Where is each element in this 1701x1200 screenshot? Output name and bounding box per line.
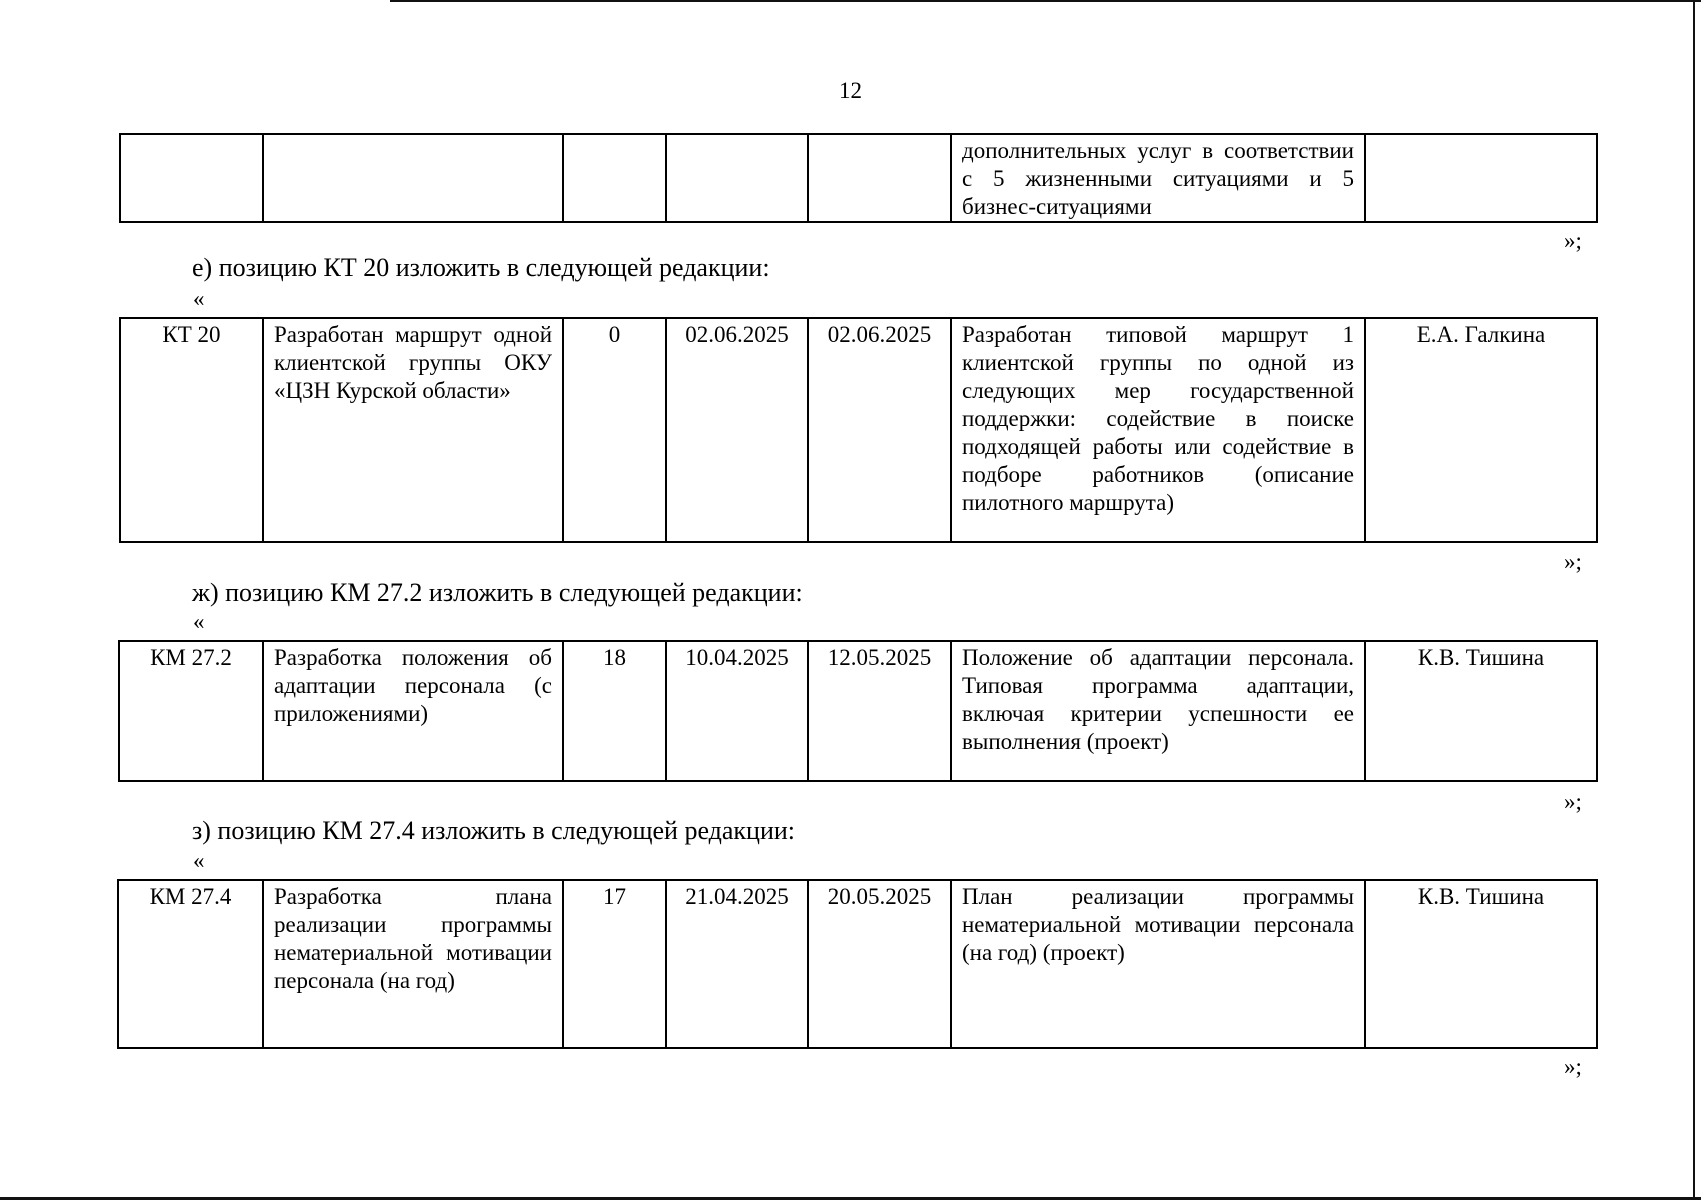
cell-responsible: К.В. Тишина [1365, 880, 1597, 1048]
table-row [118, 880, 1597, 1048]
cell-responsible: Е.А. Галкина [1365, 318, 1597, 542]
cell-start: 21.04.2025 [666, 880, 808, 1048]
closing-quote: »; [1564, 789, 1582, 814]
table-row [119, 641, 1597, 781]
cell-result: План реализации программы нематериальной мотивации персонала (на год) (проект) [951, 880, 1365, 1048]
closing-quote: »; [1564, 1054, 1582, 1079]
table-row [120, 318, 1597, 542]
opening-quote: « [193, 609, 205, 634]
cell-result: Положение об адаптации персонала. Типовая программа адаптации, включая критерии успешности ее выполнения (проект) [951, 641, 1365, 781]
table-kt20 [119, 317, 1598, 543]
cell-duration [563, 134, 666, 222]
page-number: 12 [839, 78, 862, 103]
cell-name: Разработка плана реализации программы нематериальной мотивации персонала (на год) [263, 880, 563, 1048]
page-top-edge [390, 0, 1701, 2]
cell-end: 12.05.2025 [808, 641, 951, 781]
cell-code [120, 134, 263, 222]
continuation-table [119, 133, 1598, 223]
cell-end: 20.05.2025 [808, 880, 951, 1048]
section-heading-km27-2: ж) позицию КМ 27.2 изложить в следующей редакции: [192, 578, 803, 607]
section-heading-kt20: е) позицию КТ 20 изложить в следующей редакции: [192, 253, 770, 282]
cell-code: КТ 20 [120, 318, 263, 542]
cell-duration: 17 [563, 880, 666, 1048]
cell-code: КМ 27.2 [119, 641, 263, 781]
cell-result: дополнительных услуг в соответствии с 5 жизненными ситуациями и 5 бизнес-ситуациями [951, 134, 1365, 222]
cell-start: 10.04.2025 [666, 641, 808, 781]
closing-quote: »; [1564, 549, 1582, 574]
cell-end: 02.06.2025 [808, 318, 951, 542]
cell-name: Разработка положения об адаптации персонала (с приложениями) [263, 641, 563, 781]
cell-duration: 0 [563, 318, 666, 542]
section-heading-km27-4: з) позицию КМ 27.4 изложить в следующей редакции: [192, 816, 796, 845]
table-km27-2 [118, 640, 1598, 782]
table-km27-4 [117, 879, 1598, 1049]
cell-name: Разработан маршрут одной клиентской группы ОКУ «ЦЗН Курской области» [263, 318, 563, 542]
cell-responsible: К.В. Тишина [1365, 641, 1597, 781]
cell-end [808, 134, 951, 222]
closing-quote: »; [1564, 228, 1582, 253]
cell-duration: 18 [563, 641, 666, 781]
cell-name [263, 134, 563, 222]
table-row [120, 134, 1597, 222]
page-right-edge [1693, 0, 1695, 1200]
cell-code: КМ 27.4 [118, 880, 263, 1048]
cell-start [666, 134, 808, 222]
cell-result: Разработан типовой маршрут 1 клиентской группы по одной из следующих мер государственной поддержки: содействие в поиске подходящей работы или содействие в подборе работников (описание пилотного маршрута) [951, 318, 1365, 542]
opening-quote: « [193, 848, 205, 873]
cell-start: 02.06.2025 [666, 318, 808, 542]
cell-responsible [1365, 134, 1597, 222]
opening-quote: « [193, 286, 205, 311]
